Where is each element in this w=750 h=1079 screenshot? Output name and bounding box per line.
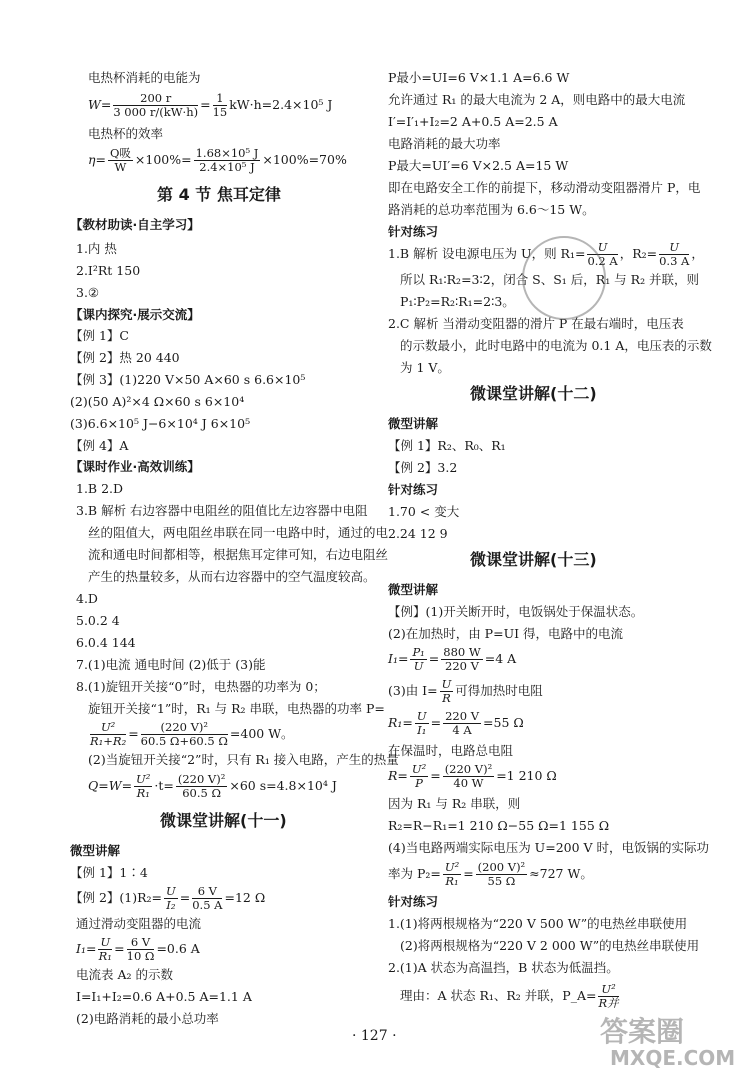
formula-line: I₁= $\frac{\text{P₁}}{U}$ = $\frac{880 W}{220 V}$ =4 A — [388, 645, 517, 673]
formula-line: W= $\frac{200 r}{3 000 r/(kW\cdot h)}$ = $\frac{1}{15}$ kW·h=2.4×10⁵ J — [88, 91, 333, 119]
answer-line: 4.D — [76, 591, 98, 606]
page-number: · 127 · — [352, 1028, 397, 1044]
answer-line: (2)将两根规格为“220 V 2 000 W”的电热丝串联使用 — [400, 938, 700, 953]
answer-line: 3.B 解析 右边容器中电阻丝的阻值比左边容器中电阻 — [76, 503, 368, 518]
text-line: 电热杯消耗的电能为 — [88, 70, 201, 85]
text-line: I=I₁+I₂=0.6 A+0.5 A=1.1 A — [76, 989, 252, 1004]
text-line: (4)当电路两端实际电压为 U=200 V 时，电饭锅的实际功 — [388, 840, 710, 855]
formula-line: 【例 2】(1)R₂= $\frac{U}{\text{I₂}}$ = $\frac{6 V}{0.5 A}$ =12 Ω — [70, 884, 266, 912]
subsection-label: 针对练习 — [388, 894, 439, 909]
formula-line: 1.B 解析 设电源电压为 U，则 R₁= $\frac{U}{0.2 A}$ ，R₂= $\frac{U}{0.3 A}$ ， — [388, 240, 704, 268]
text-line: 的示数最小，此时电路中的电流为 0.1 A，电压表的示数 — [400, 338, 712, 353]
answer-line: 6.0.4 144 — [76, 635, 136, 650]
text-line: 电流表 A₂ 的示数 — [76, 967, 173, 982]
answer-line: (2)(50 A)²×4 Ω×60 s 6×10⁴ — [70, 394, 245, 409]
text-line: P最大=UI′=6 V×2.5 A=15 W — [388, 158, 569, 173]
answer-line: 【例 1】1∶4 — [70, 865, 148, 880]
answer-line: 5.0.2 4 — [76, 613, 120, 628]
answer-line: (2)当旋钮开关接“2”时，只有 R₁ 接入电路，产生的热量 — [88, 752, 399, 767]
section-heading: 微课堂讲解(十一) — [160, 811, 287, 830]
answer-line: (3)6.6×10⁵ J−6×10⁴ J 6×10⁵ — [70, 416, 251, 431]
text-line: 因为 R₁ 与 R₂ 串联，则 — [388, 796, 521, 811]
formula-line: $\frac{\text{U²}}{\text{R₁+R₂}}$ = $\frac{\text{(220 V)²}}{60.5 \Omega+60.5 \Omega}$ =400 W。 — [90, 720, 294, 748]
formula-line: η= $\frac{\text{Q吸}}{W}$ ×100%= $\frac{\text{1.68×10⁵ J}}{\text{2.4×10⁵ J}}$ ×100%=70% — [88, 146, 347, 174]
subsection-label: 微型讲解 — [70, 843, 121, 858]
text-line: (2)电路消耗的最小总功率 — [76, 1011, 219, 1026]
section-heading: 微课堂讲解(十二) — [470, 384, 597, 403]
formula-line: Q=W= $\frac{\text{U²}}{\text{R₁}}$ ·t= $\frac{\text{(220 V)²}}{60.5 \Omega}$ ×60 s=4.8×10⁴ J — [88, 772, 337, 800]
text-line: 所以 R₁∶R₂=3∶2，闭合 S、S₁ 后，R₁ 与 R₂ 并联，则 — [400, 272, 700, 287]
formula-line: 理由：A 状态 R₁、R₂ 并联，P_A= $\frac{\text{U²}}{\text{R并}}$ — [400, 982, 619, 1010]
text-line: 2.C 解析 当滑动变阻器的滑片 P 在最右端时，电压表 — [388, 316, 684, 331]
formula-line: R₁= $\frac{U}{\text{I₁}}$ = $\frac{220 V}{4 A}$ =55 Ω — [388, 709, 524, 737]
subsection-label: 【课内探究·展示交流】 — [70, 307, 200, 322]
watermark-logo: 答案圈 — [600, 1015, 685, 1048]
text-line: P最小=UI=6 V×1.1 A=6.6 W — [388, 70, 570, 85]
text-line: 通过滑动变阻器的电流 — [76, 916, 202, 931]
section-heading: 微课堂讲解(十三) — [470, 550, 597, 569]
text-line: I′=I′₁+I₂=2 A+0.5 A=2.5 A — [388, 114, 558, 129]
text-line: 电路消耗的最大功率 — [388, 136, 501, 151]
answer-line: 2.24 12 9 — [388, 526, 448, 541]
answer-line: (2)在加热时，由 P=UI 得，电路中的电流 — [388, 626, 624, 641]
formula-line: R= $\frac{\text{U²}}{P}$ = $\frac{\text{(220 V)²}}{40 W}$ =1 210 Ω — [388, 762, 557, 790]
subsection-label: 针对练习 — [388, 482, 439, 497]
answer-line: 【例 1】R₂、R₀、R₁ — [388, 438, 506, 453]
text-line: 路消耗的总功率范围为 6.6～15 W。 — [388, 202, 595, 217]
subsection-label: 针对练习 — [388, 224, 439, 239]
subsection-label: 【教材助读·自主学习】 — [70, 217, 200, 232]
text-line: 即在电路安全工作的前提下，移动滑动变阻器滑片 P，电 — [388, 180, 701, 195]
answer-line: 2.I²Rt 150 — [76, 263, 141, 278]
answer-line: 3.② — [76, 285, 100, 300]
watermark-text: MXQE.COM — [610, 1046, 736, 1070]
formula-line: (3)由 I= $\frac{U}{R}$ 可得加热时电阻 — [388, 677, 543, 705]
formula-line: 率为 P₂= $\frac{\text{U²}}{\text{R₁}}$ = $\frac{\text{(200 V)²}}{55 \Omega}$ ≈727 W。 — [388, 860, 593, 888]
subsection-label: 微型讲解 — [388, 582, 439, 597]
answer-line: 1.(1)将两根规格为“220 V 500 W”的电热丝串联使用 — [388, 916, 688, 931]
answer-line: 【例 1】C — [70, 328, 129, 343]
text-line: 电热杯的效率 — [88, 126, 164, 141]
text-line: P₁∶P₂=R₂∶R₁=2∶3。 — [400, 294, 515, 309]
text-line: 为 1 V。 — [400, 360, 450, 375]
answer-line: 【例 3】(1)220 V×50 A×60 s 6.6×10⁵ — [70, 372, 306, 387]
answer-line: 【例】(1)开关断开时，电饭锅处于保温状态。 — [388, 604, 644, 619]
text-line: 允许通过 R₁ 的最大电流为 2 A，则电路中的最大电流 — [388, 92, 686, 107]
formula-line: I₁= $\frac{U}{\text{R₁}}$ = $\frac{6 V}{10 \Omega}$ =0.6 A — [76, 935, 200, 963]
answer-line: 8.(1)旋钮开关接“0”时，电热器的功率为 0； — [76, 679, 326, 694]
answer-line: 2.(1)A 状态为高温挡，B 状态为低温挡。 — [388, 960, 619, 975]
section-heading: 第 4 节 焦耳定律 — [157, 185, 281, 204]
subsection-label: 【课时作业·高效训练】 — [70, 459, 200, 474]
answer-line: 流和通电时间都相等，根据焦耳定律可知，右边电阻丝 — [88, 547, 389, 562]
answer-line: 1.70 < 变大 — [388, 504, 460, 519]
answer-line: 产生的热量较多，从而右边容器中的空气温度较高。 — [88, 569, 376, 584]
answer-line: 丝的阻值大，两电阻丝串联在同一电路中时，通过的电 — [88, 525, 389, 540]
answer-line: 1.内 热 — [76, 241, 117, 256]
answer-line: 【例 2】3.2 — [388, 460, 458, 475]
answer-line: 【例 2】热 20 440 — [70, 350, 180, 365]
answer-line: 旋钮开关接“1”时，R₁ 与 R₂ 串联，电热器的功率 P= — [88, 701, 385, 716]
answer-line: 1.B 2.D — [76, 481, 124, 496]
subsection-label: 微型讲解 — [388, 416, 439, 431]
text-line: 在保温时，电路总电阻 — [388, 743, 514, 758]
answer-line: 7.(1)电流 通电时间 (2)低于 (3)能 — [76, 657, 266, 672]
stamp-seal — [522, 236, 606, 320]
answer-line: 【例 4】A — [70, 438, 129, 453]
text-line: R₂=R−R₁=1 210 Ω−55 Ω=1 155 Ω — [388, 818, 610, 833]
